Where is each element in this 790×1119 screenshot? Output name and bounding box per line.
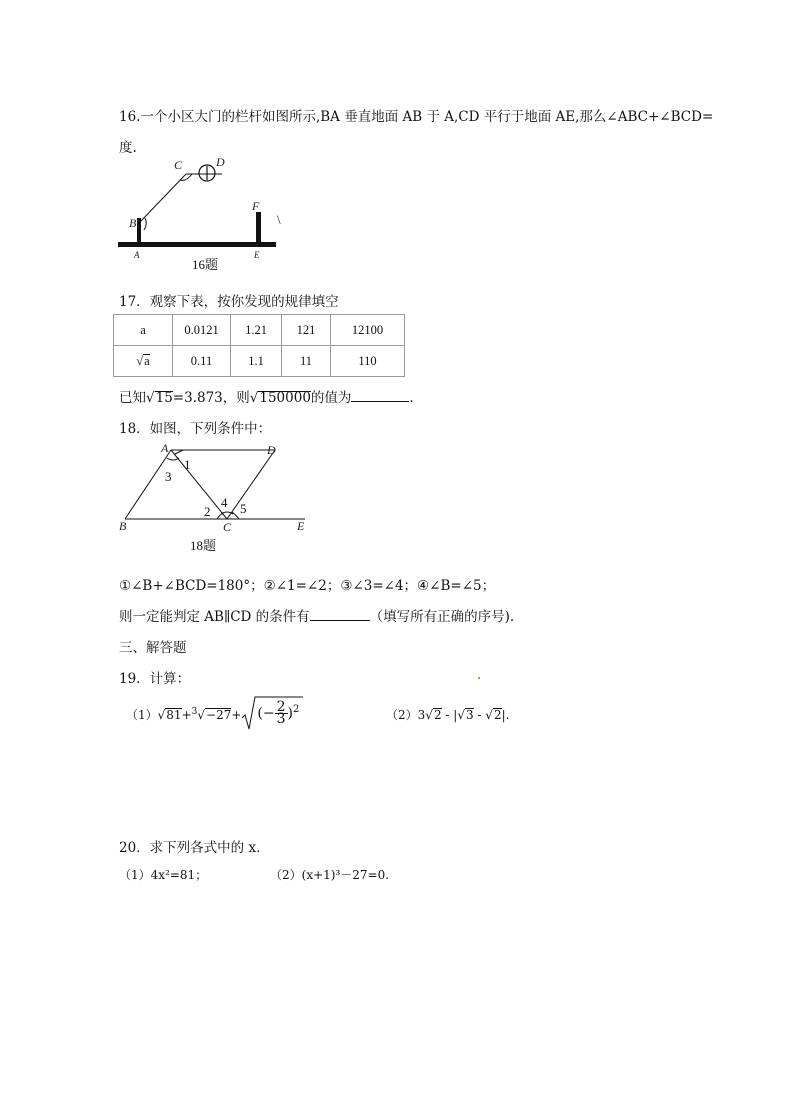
q17-table bbox=[113, 314, 405, 377]
cube-root-index: 3 bbox=[191, 707, 198, 717]
radicand-2: 2 bbox=[433, 708, 442, 722]
table-row bbox=[114, 346, 405, 377]
radicand-neg27: −27 bbox=[206, 708, 232, 722]
q18-question-end: （填写所有正确的序号). bbox=[369, 609, 515, 625]
q18-question bbox=[119, 605, 514, 625]
q16-text-line2: 度. bbox=[119, 140, 137, 156]
angle-arc-c bbox=[180, 174, 192, 180]
answer-blank-17[interactable] bbox=[351, 389, 409, 402]
answer-blank-18[interactable] bbox=[310, 608, 370, 621]
q18-title: 18．如图，下列条件中： bbox=[119, 421, 272, 437]
ground-line bbox=[118, 242, 276, 247]
table-row bbox=[114, 315, 405, 346]
label-d: D bbox=[216, 155, 225, 169]
given-mid: =3.873，则 bbox=[172, 390, 250, 406]
table-cell-sqrt-a: √a bbox=[114, 346, 173, 377]
angle-arc-b bbox=[144, 218, 146, 230]
plus-sign: + bbox=[231, 708, 242, 722]
q19-title: 19．计算： bbox=[119, 671, 191, 687]
q18-figure bbox=[115, 440, 315, 555]
coefficient: 3 bbox=[417, 708, 426, 722]
given-prefix: 已知 bbox=[119, 390, 146, 406]
sqrt-a-radicand: a bbox=[144, 353, 150, 368]
angle-4: 4 bbox=[221, 495, 228, 510]
radicand-81: 81 bbox=[166, 708, 182, 722]
label-f: F bbox=[252, 199, 260, 213]
part2-label: （2） bbox=[386, 708, 418, 722]
q16-caption: 16题 bbox=[192, 257, 219, 272]
table-cell: 1.1 bbox=[231, 346, 282, 377]
angle-3: 3 bbox=[165, 469, 172, 484]
section-3-title: 三、解答题 bbox=[119, 640, 187, 656]
table-cell: 0.11 bbox=[173, 346, 231, 377]
table-cell: 0.0121 bbox=[173, 315, 231, 346]
frac-denominator: 3 bbox=[276, 711, 286, 727]
radicand-3: 3 bbox=[465, 708, 474, 722]
label-b: B bbox=[129, 216, 137, 230]
angle-2: 2 bbox=[204, 504, 211, 519]
angle-5: 5 bbox=[240, 501, 247, 516]
q20-title: 20．求下列各式中的 x． bbox=[119, 840, 270, 856]
label-a: A bbox=[161, 441, 169, 455]
minus-abs-open: - | bbox=[441, 708, 458, 722]
big-radical bbox=[241, 696, 303, 732]
q17-title: 17．观察下表，按你发现的规律填空 bbox=[119, 294, 339, 310]
label-a: A bbox=[134, 250, 140, 260]
label-e: E bbox=[297, 519, 305, 533]
plus-sign: + bbox=[181, 708, 192, 722]
exponent: 2 bbox=[293, 703, 300, 715]
q18-conditions: ①∠B+∠BCD=180°；②∠1=∠2；③∠3=∠4；④∠B=∠5； bbox=[119, 578, 496, 594]
label-b: B bbox=[119, 519, 127, 533]
table-cell: 12100 bbox=[331, 315, 405, 346]
frac-numerator: 2 bbox=[276, 699, 286, 715]
minus-sign: - bbox=[473, 708, 486, 722]
angle-1: 1 bbox=[184, 457, 191, 472]
label-c: C bbox=[223, 520, 232, 534]
given-end: . bbox=[409, 390, 414, 406]
q18-caption: 18题 bbox=[190, 538, 217, 553]
part1-label: （1） bbox=[126, 708, 158, 722]
label-e: E bbox=[254, 250, 260, 260]
rail-bc bbox=[140, 174, 186, 222]
table-cell: 1.21 bbox=[231, 315, 282, 346]
q18-question-text: 则一定能判定 AB∥CD 的条件有 bbox=[119, 609, 310, 625]
extra-mark: \ bbox=[277, 212, 281, 227]
table-cell: 110 bbox=[331, 346, 405, 377]
minus-sign: − bbox=[262, 705, 275, 722]
radicand-2b: 2 bbox=[493, 708, 502, 722]
q20-part2: （2）(x+1)³－27=0. bbox=[270, 868, 390, 882]
table-cell: a bbox=[114, 315, 173, 346]
label-c: C bbox=[174, 158, 183, 172]
radicand-15: 15 bbox=[155, 390, 173, 406]
speck bbox=[478, 677, 480, 679]
q19-part1: （1）√81+$^3$√−27+ (− $\frac{2}{3}$ )$^2$ bbox=[126, 696, 299, 732]
label-d: D bbox=[267, 443, 276, 457]
q16-figure bbox=[110, 152, 300, 277]
radicand-150000: 150000 bbox=[259, 390, 311, 406]
q16-text-line1: 16.一个小区大门的栏杆如图所示,BA 垂直地面 AB 于 A,CD 平行于地面 AE,那么∠ABC+∠BCD= bbox=[119, 109, 714, 125]
abs-close: |. bbox=[501, 708, 510, 722]
q17-given: 已知√15=3.873，则√150000的值为 . bbox=[119, 390, 414, 406]
q20-part1: （1）4x²=81； bbox=[119, 868, 208, 882]
q19-part2: （2）3√2 - |√3 - √2|. bbox=[386, 708, 510, 722]
given-suffix: 的值为 bbox=[310, 390, 352, 406]
table-cell: 11 bbox=[282, 346, 331, 377]
table-cell: 121 bbox=[282, 315, 331, 346]
post-ef bbox=[256, 212, 261, 244]
